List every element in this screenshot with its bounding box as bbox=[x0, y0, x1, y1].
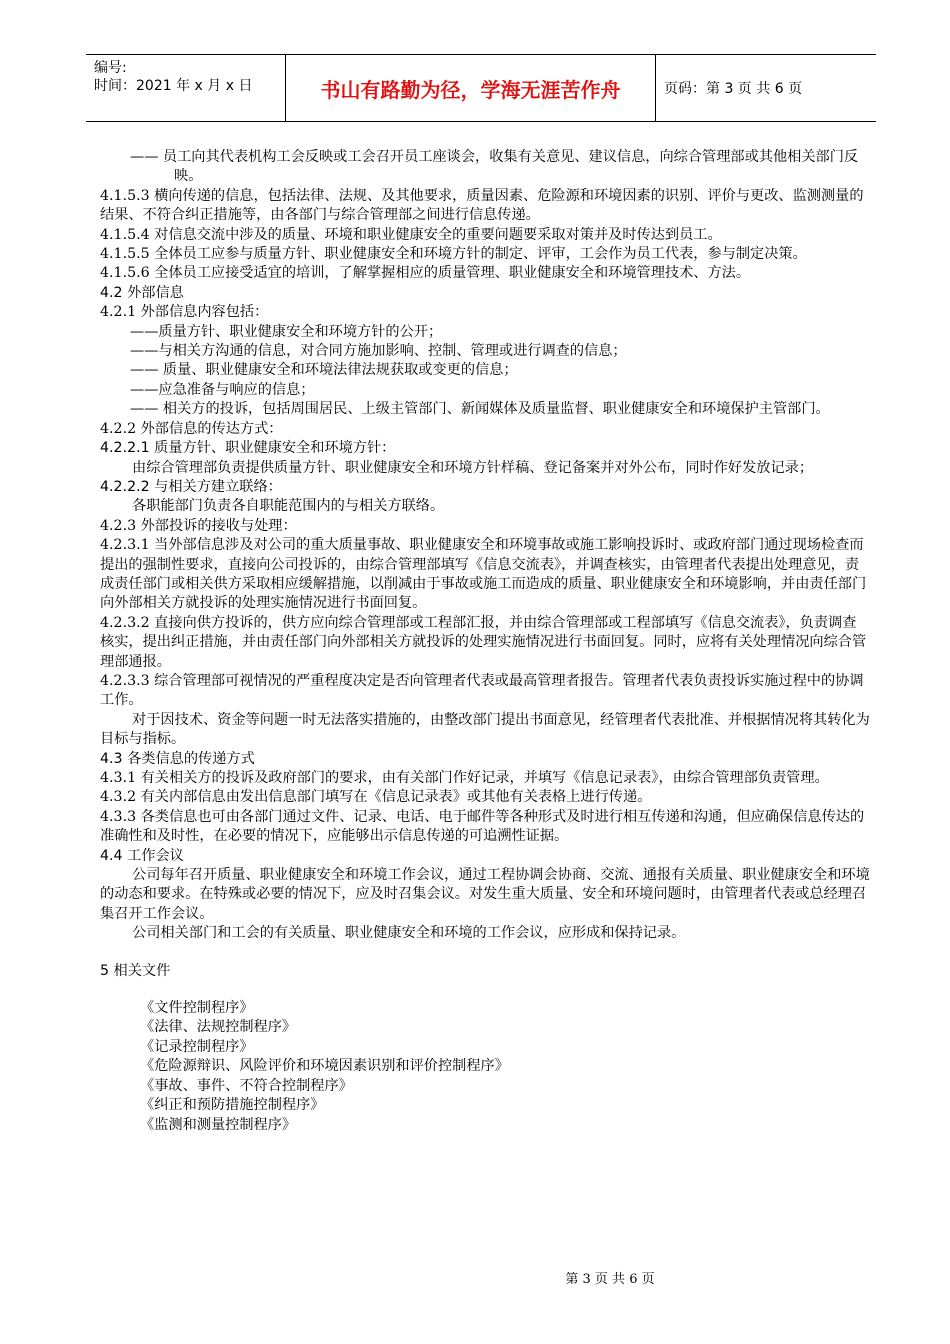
page-footer: 第 3 页 共 6 页 bbox=[565, 1272, 655, 1287]
section-heading: 5 相关文件 bbox=[100, 962, 171, 979]
header-page-label: 页码：第 3 页 共 6 页 bbox=[664, 81, 803, 97]
paragraph: 4.2.1 外部信息内容包括： bbox=[100, 304, 269, 321]
header-meta bbox=[86, 55, 286, 121]
paragraph: 对于因技术、资金等问题一时无法落实措施的，由整改部门提出书面意见，经管理者代表批准、并根据情况将其转化为目标与指标。 bbox=[100, 711, 870, 748]
reference-item: 《危险源辩识、风险评价和环境因素识别和评价控制程序》 bbox=[140, 1058, 509, 1075]
page-header bbox=[86, 54, 876, 122]
paragraph: ——质量方针、职业健康安全和环境方针的公开； bbox=[130, 323, 443, 340]
spacer bbox=[100, 944, 870, 962]
reference-item: 《文件控制程序》 bbox=[140, 1000, 254, 1017]
paragraph: 4.1.5.6 全体员工应接受适宜的培训，了解掌握相应的质量管理、职业健康安全和环境管理技术、方法。 bbox=[100, 265, 751, 282]
paragraph: ——应急准备与响应的信息； bbox=[130, 381, 315, 398]
section-heading: 4.4 工作会议 bbox=[100, 847, 184, 864]
paragraph: 4.3.3 各类信息也可由各部门通过文件、记录、电话、电于邮件等各种形式及时进行相互传递和沟通，但应确保信息传达的准确性和及时性，在必要的情况下，应能够出示信息传递的可追溯性证据。 bbox=[100, 808, 865, 845]
paragraph: 4.2.3.3 综合管理部可视情况的严重程度决定是否向管理者代表或最高管理者报告。管理者代表负责投诉实施过程中的协调工作。 bbox=[100, 672, 864, 709]
reference-item: 《记录控制程序》 bbox=[140, 1038, 254, 1055]
reference-item: 《纠正和预防措施控制程序》 bbox=[140, 1097, 325, 1114]
section-heading: 4.3 各类信息的传递方式 bbox=[100, 750, 255, 767]
paragraph: 4.1.5.4 对信息交流中涉及的质量、环境和职业健康安全的重要问题要采取对策并及时传达到员工。 bbox=[100, 226, 722, 243]
document-body bbox=[100, 148, 870, 1135]
reference-item: 《事故、事件、不符合控制程序》 bbox=[140, 1077, 353, 1094]
paragraph: 4.2.2 外部信息的传达方式： bbox=[100, 420, 283, 437]
reference-item: 《法律、法规控制程序》 bbox=[140, 1019, 297, 1036]
reference-item: 《监测和测量控制程序》 bbox=[140, 1116, 297, 1133]
paragraph: —— 相关方的投诉，包括周围居民、上级主管部门、新闻媒体及质量监督、职业健康安全和环境保护主管部门。 bbox=[130, 401, 830, 418]
paragraph: 4.2.3.1 当外部信息涉及对公司的重大质量事故、职业健康安全和环境事故或施工影响投诉时、或政府部门通过现场检查而提出的强制性要求，直接向公司投诉的，由综合管理部填写《信息交流表》，并调查核实，由管理者代表提出处理意见，责成责任部门或相关供方采取相应缓解措施，以削减由于事故或施工而造成的质量、职业健康安全和环境影响，并由责任部门向外部相关方就投诉的处理实施情况进行书面回复。 bbox=[100, 537, 867, 612]
section-heading: 4.2 外部信息 bbox=[100, 284, 184, 301]
header-motto: 书山有路勤为径，学海无涯苦作舟 bbox=[286, 55, 656, 121]
section-heading: 4.2.2.2 与相关方建立联络： bbox=[100, 478, 282, 495]
paragraph: 4.1.5.5 全体员工应参与质量方针、职业健康安全和环境方针的制定、评审，工会作为员工代表，参与制定决策。 bbox=[100, 246, 807, 263]
paragraph: 4.3.2 有关内部信息由发出信息部门填写在《信息记录表》或其他有关表格上进行传递。 bbox=[100, 789, 652, 806]
paragraph: 各职能部门负责各自职能范围内的与相关方联络。 bbox=[132, 498, 445, 515]
paragraph: 4.3.1 有关相关方的投诉及政府部门的要求，由有关部门作好记录，并填写《信息记录表》，由综合管理部负责管理。 bbox=[100, 770, 829, 786]
section-heading: 4.2.2.1 质量方针、职业健康安全和环境方针： bbox=[100, 440, 396, 457]
paragraph: 由综合管理部负责提供质量方针、职业健康安全和环境方针样稿、登记备案并对外公布，同时作好发放记录； bbox=[132, 459, 814, 476]
spacer bbox=[100, 981, 870, 999]
paragraph: 公司相关部门和工会的有关质量、职业健康安全和环境的工作会议，应形成和保持记录。 bbox=[132, 925, 686, 942]
paragraph: —— 质量、职业健康安全和环境法律法规获取或变更的信息； bbox=[130, 362, 518, 379]
paragraph: 4.2.3.2 直接向供方投诉的，供方应向综合管理部或工程部汇报，并由综合管理部或工程部填写《信息交流表》，负责调查核实，提出纠正措施，并由责任部门向外部相关方就投诉的处理实施情况进行书面回复。同时，应将有关处理情况向综合管理部通报。 bbox=[100, 614, 867, 670]
time-label: 时间：2021 年 x 月 x 日 bbox=[94, 78, 253, 94]
paragraph: 4.1.5.3 横向传递的信息，包括法律、法规、及其他要求，质量因素、危险源和环境因素的识别、评价与更改、监测测量的结果、不符合纠正措施等，由各部门与综合管理部之间进行信息传递。 bbox=[100, 187, 864, 224]
paragraph: 公司每年召开质量、职业健康安全和环境工作会议，通过工程协调会协商、交流、通报有关质量、职业健康安全和环境的动态和要求。在特殊或必要的情况下，应及时召集会议。对发生重大质量、安全和环境问题时，由管理者代表或总经理召集召开工作会议。 bbox=[100, 867, 870, 922]
paragraph: ——与相关方沟通的信息，对合同方施加影响、控制、管理或进行调查的信息； bbox=[130, 343, 627, 360]
paragraph: 4.2.3 外部投诉的接收与处理： bbox=[100, 517, 297, 534]
paragraph: —— 员工向其代表机构工会反映或工会召开员工座谈会，收集有关意见、建议信息，向综合管理部或其他相关部门反映。 bbox=[130, 149, 859, 185]
serial-label: 编号: bbox=[94, 60, 127, 76]
